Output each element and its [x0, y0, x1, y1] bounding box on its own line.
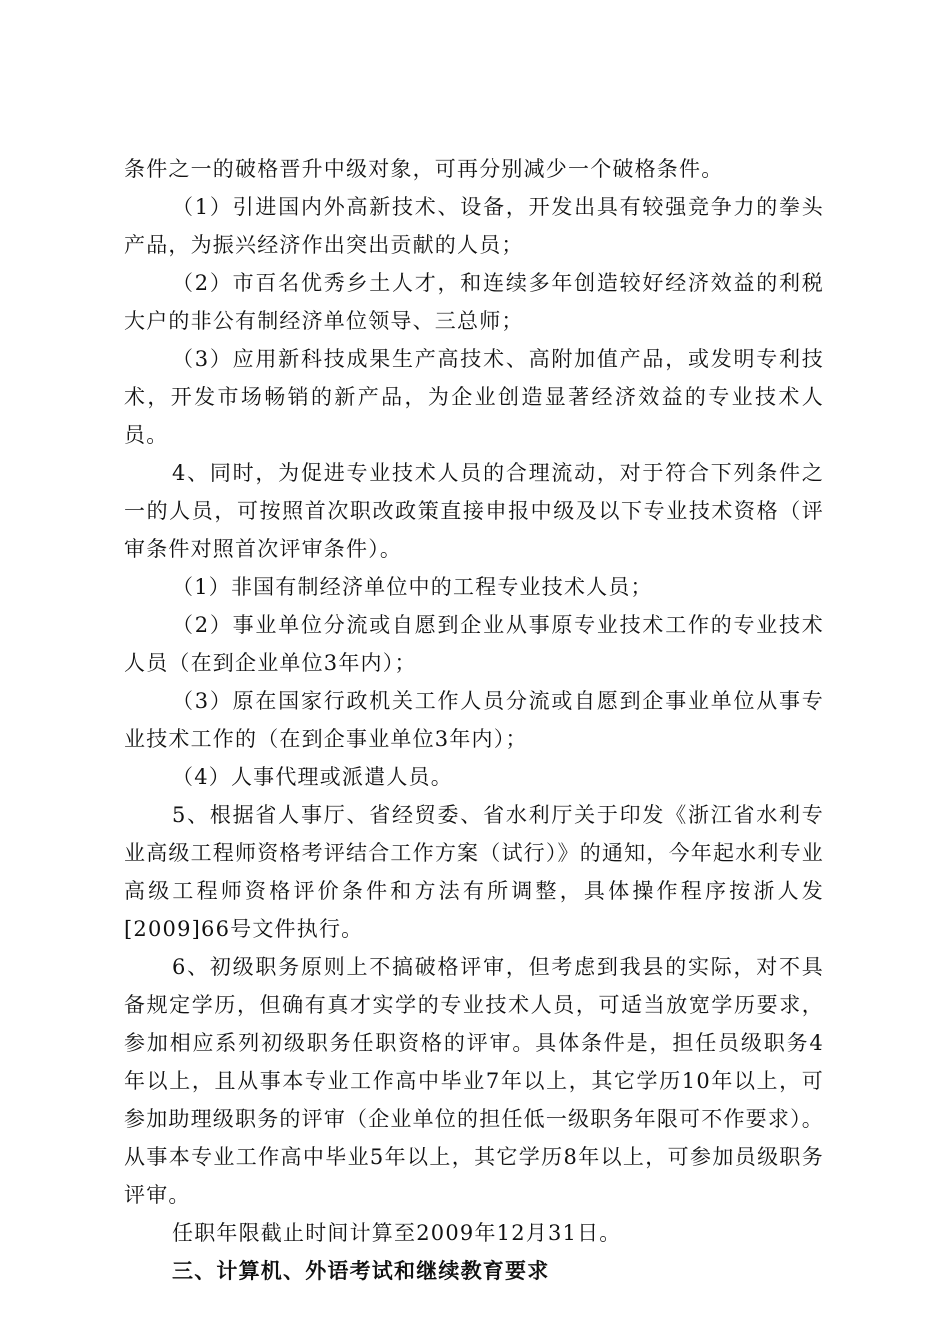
paragraph-continuation: 条件之一的破格晋升中级对象，可再分别减少一个破格条件。	[124, 157, 724, 181]
paragraph-point-4: 4、同时，为促进专业技术人员的合理流动，对于符合下列条件之一的人员，可按照首次职改政策直接申报中级及以下专业技术资格（评审条件对照首次评审条件）。	[124, 461, 824, 561]
paragraph-point-4-item-1: （1）非国有制经济单位中的工程专业技术人员；	[172, 575, 653, 599]
section-heading: 三、计算机、外语考试和继续教育要求	[172, 1259, 550, 1283]
document-body	[124, 150, 824, 1290]
paragraph-point-4-item-3: （3）原在国家行政机关工作人员分流或自愿到企事业单位从事专业技术工作的（在到企事业单位3年内）；	[124, 689, 824, 751]
paragraph-point-4-item-2: （2）事业单位分流或自愿到企业从事原专业技术工作的专业技术人员（在到企业单位3年内）；	[124, 613, 824, 675]
paragraph-item-2: （2）市百名优秀乡土人才，和连续多年创造较好经济效益的利税大户的非公有制经济单位领导、三总师；	[124, 271, 824, 333]
paragraph-item-3: （3）应用新科技成果生产高技术、高附加值产品，或发明专利技术，开发市场畅销的新产品，为企业创造显著经济效益的专业技术人员。	[124, 347, 824, 447]
paragraph-item-1: （1）引进国内外高新技术、设备，开发出具有较强竞争力的拳头产品，为振兴经济作出突出贡献的人员；	[124, 195, 824, 257]
paragraph-deadline-note: 任职年限截止时间计算至2009年12月31日。	[172, 1221, 622, 1245]
paragraph-point-5: 5、根据省人事厅、省经贸委、省水利厅关于印发《浙江省水利专业高级工程师资格考评结合工作方案（试行）》的通知，今年起水利专业高级工程师资格评价条件和方法有所调整，具体操作程序按浙人发[2009]66号文件执行。	[124, 803, 824, 941]
paragraph-point-4-item-4: （4）人事代理或派遣人员。	[172, 765, 453, 789]
paragraph-point-6: 6、初级职务原则上不搞破格评审，但考虑到我县的实际，对不具备规定学历，但确有真才实学的专业技术人员，可适当放宽学历要求，参加相应系列初级职务任职资格的评审。具体条件是，担任员级职务4年以上，且从事本专业工作高中毕业7年以上，其它学历10年以上，可参加助理级职务的评审（企业单位的担任低一级职务年限可不作要求）。从事本专业工作高中毕业5年以上，其它学历8年以上，可参加员级职务评审。	[124, 955, 824, 1207]
